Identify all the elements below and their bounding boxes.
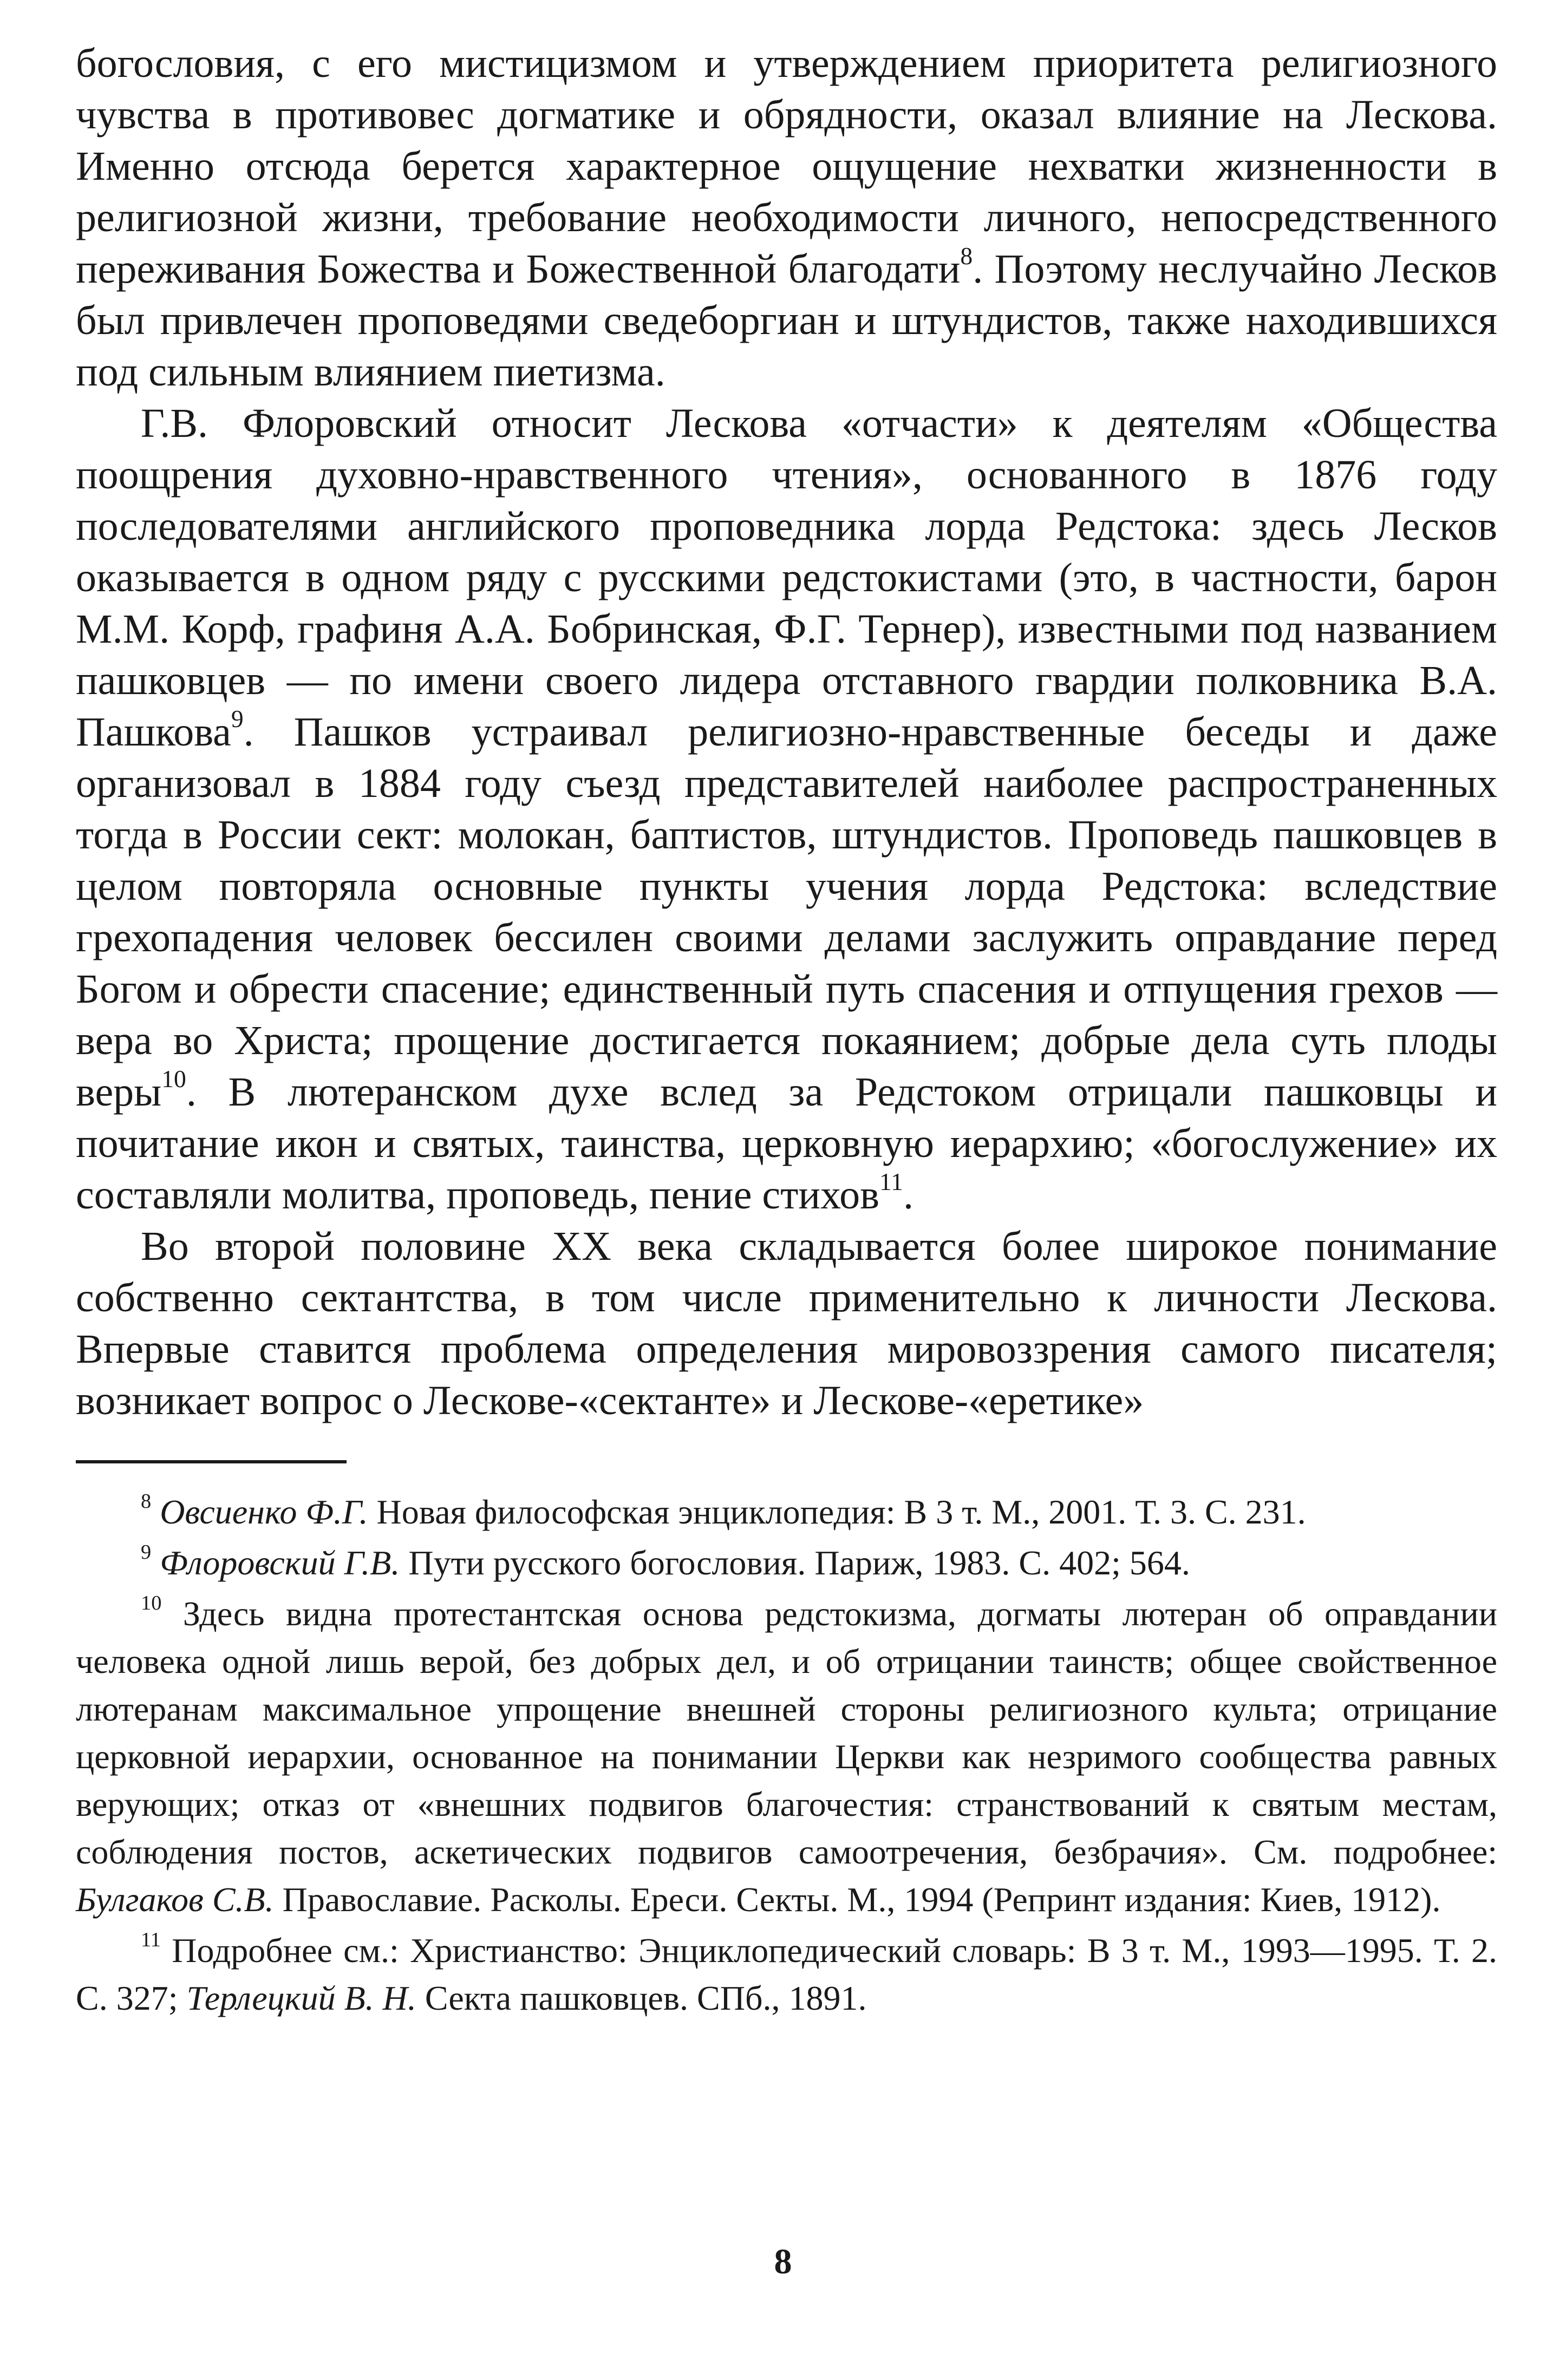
footnote-tail: Секта пашковцев. СПб., 1891.: [416, 1979, 867, 2017]
paragraph-3: [76, 1221, 1497, 1427]
paragraph-2-part2: . Пашков устраивал религиозно-нравственные беседы и даже организовал в 1884 году съезд представителей наиболее распространенных тогда в России сект: молокан, баптистов, штундистов. Проповедь пашковцев в целом повторяла основные пункты учения лорда Редстока: вследствие грехопадения человек бессилен своими делами заслужить оправдание перед Богом и обрести спасение; единственный путь спасения и отпущения грехов — вера во Христа; прощение достигается покаянием; добрые дела суть плоды веры: [76, 709, 1497, 1115]
footnote-text: Здесь видна протестантская основа редстокизма, догматы лютеран об оправдании человека одной лишь верой, без добрых дел, и об отрицании таинств; общее свойственное лютеранам максимальное упрощение внешней стороны религиозного культа; отрицание церковной иерархии, основанное на понимании Церкви как незримого сообщества равных верующих; отказ от «внешних подвигов благочестия: странствований к святым местам, соблюдения постов, аскетических подвигов самоотречения, безбрачия». См. подробнее:: [76, 1594, 1497, 1871]
page: [76, 38, 1497, 2022]
footnote-10: [76, 1590, 1497, 1924]
main-text: [76, 38, 1497, 1427]
footnote-number: 10: [141, 1592, 162, 1615]
footnote-ref-9[interactable]: 9: [231, 704, 244, 733]
footnote-text: Новая философская энциклопедия: В 3 т. М., 2001. Т. 3. С. 231.: [368, 1493, 1306, 1531]
footnote-number: 11: [141, 1928, 161, 1952]
footnote-11: [76, 1927, 1497, 2022]
footnote-number: 9: [141, 1541, 152, 1564]
footnote-tail: Православие. Расколы. Ереси. Секты. М., 1994 (Репринт издания: Киев, 1912).: [273, 1880, 1441, 1919]
footnote-ref-8[interactable]: 8: [960, 241, 973, 270]
footnote-author: Терлецкий В. Н.: [186, 1979, 416, 2017]
paragraph-1-tail: . Поэтому неслучайно Лесков был привлечен проповедями сведеборгиан и штундистов, также находившихся под сильным влиянием пиетизма.: [76, 246, 1498, 395]
footnote-ref-10[interactable]: 10: [161, 1064, 186, 1093]
footnote-8: [76, 1488, 1497, 1536]
footnote-text: Пути русского богословия. Париж, 1983. С. 402; 564.: [400, 1544, 1190, 1582]
paragraph-1: [76, 38, 1497, 398]
paragraph-2-part1: Г.В. Флоровский относит Лескова «отчасти» к деятелям «Общества поощрения духовно-нравственного чтения», основанного в 1876 году последователями английского проповедника лорда Редстока: здесь Лесков оказывается в одном ряду с русскими редстокистами (это, в частности, барон М.М. Корф, графиня А.А. Бобринская, Ф.Г. Тернер), известными под названием пашковцев — по имени своего лидера отставного гвардии полковника В.А. Пашкова: [76, 401, 1497, 755]
footnote-author: Булгаков С.В.: [76, 1880, 274, 1919]
paragraph-1-text: богословия, с его мистицизмом и утверждением приоритета религиозного чувства в противовес догматике и обрядности, оказал влияние на Лескова. Именно отсюда берется характерное ощущение нехватки жизненности в религиозной жизни, требование необходимости личного, непосредственного переживания Божества и Божественной благодати: [76, 41, 1497, 292]
page-number: 8: [774, 2242, 792, 2281]
paragraph-3-text: Во второй половине XX века складывается более широкое понимание собственно сектантства, в том числе применительно к личности Лескова. Впервые ставится проблема определения мировоззрения самого писателя; возникает вопрос о Лескове-«сектанте» и Лескове-«еретике»: [76, 1224, 1497, 1423]
footnote-divider: [76, 1460, 347, 1463]
paragraph-2-part3: . В лютеранском духе вслед за Редстоком отрицали пашковцы и почитание икон и святых, таинства, церковную иерархию; «богослужение» их составляли молитва, проповедь, пение стихов: [76, 1069, 1497, 1218]
footnote-author: Овсиенко Ф.Г.: [160, 1493, 368, 1531]
footnote-9: [76, 1539, 1497, 1587]
footnote-number: 8: [141, 1490, 152, 1513]
paragraph-2-part4: .: [903, 1172, 913, 1218]
footnote-ref-11[interactable]: 11: [879, 1167, 903, 1195]
footnote-text: Подробнее см.: Христианство: Энциклопедический словарь: В 3 т. М., 1993—1995. Т. 2. С. 327;: [76, 1931, 1497, 2017]
footnotes: [76, 1488, 1497, 2022]
footnote-author: Флоровский Г.В.: [160, 1544, 400, 1582]
paragraph-2: [76, 398, 1497, 1221]
